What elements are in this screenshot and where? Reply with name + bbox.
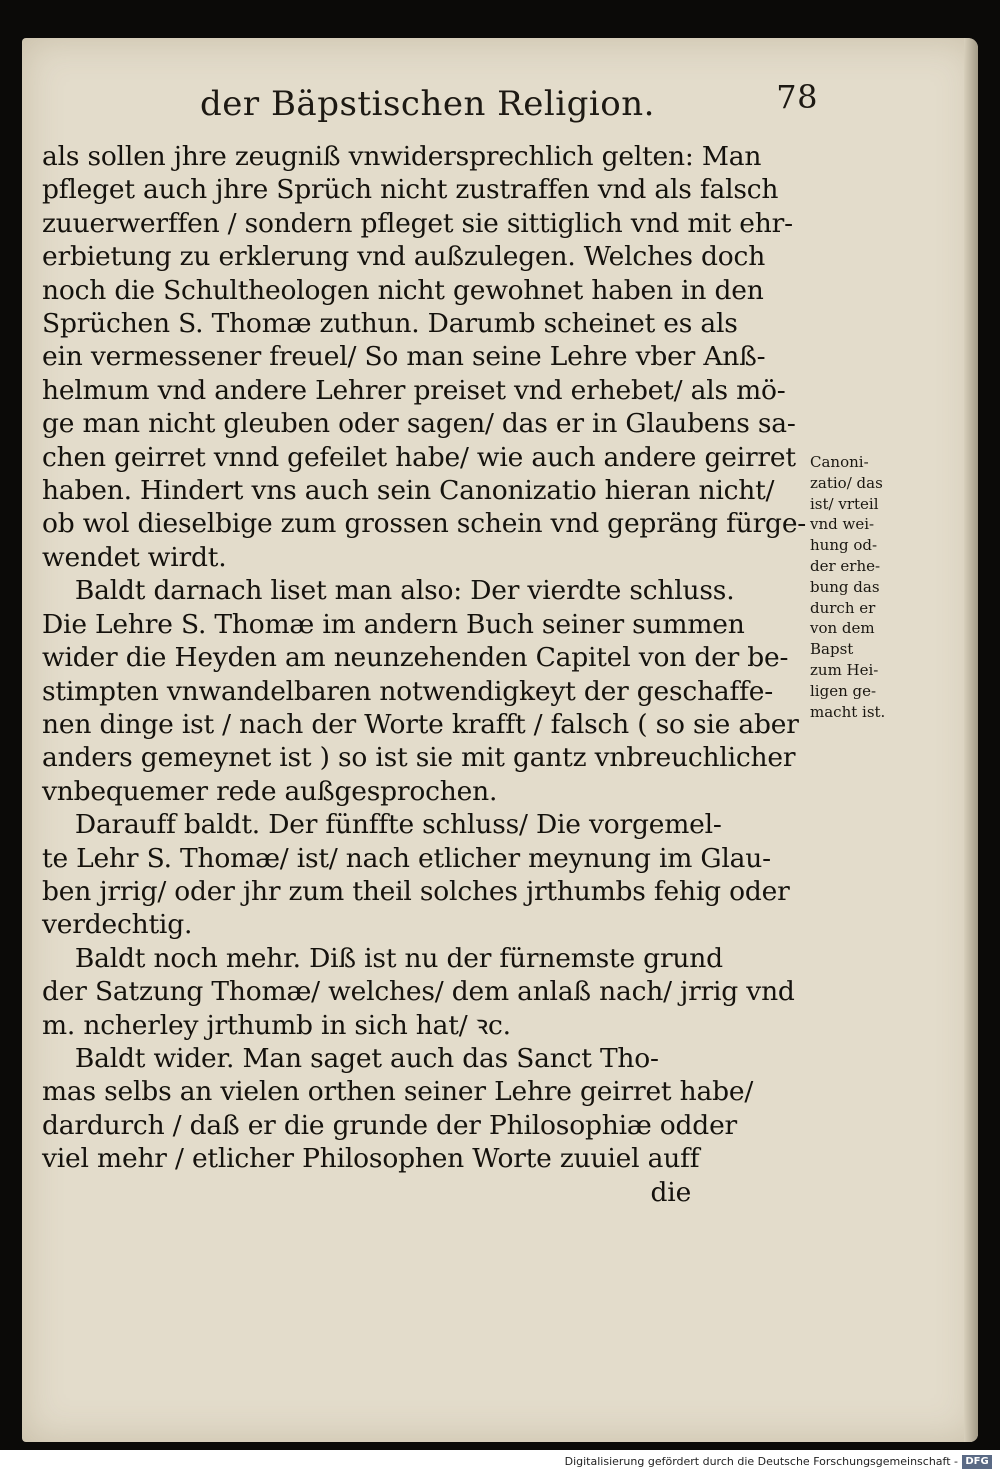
text-line: als sollen jhre zeugniß vnwidersprechlich gelten: Man <box>42 141 762 172</box>
text-line: te Lehr S. Thomæ/ ist/ nach etlicher meynung im Glau- <box>42 842 771 874</box>
funding-credit: Digitalisierung gefördert durch die Deutsche Forschungsgemeinschaft - <box>564 1455 958 1468</box>
text-line: wider die Heyden am neunzehenden Capitel von der be- <box>42 642 789 674</box>
text-line: mas selbs an vielen orthen seiner Lehre geirret habe/ <box>42 1076 754 1108</box>
text-line: chen geirret vnnd gefeilet habe/ wie auch andere geirret <box>42 441 796 473</box>
marginal-line: von dem <box>810 619 875 638</box>
text-line: noch die Schultheologen nicht gewohnet haben in den <box>42 274 764 306</box>
text-line: ben jrrig/ oder jhr zum theil solches jrthumbs fehig oder <box>42 875 790 907</box>
text-line: Sprüchen S. Thomæ zuthun. Darumb scheinet es als <box>42 308 738 340</box>
text-line: Die Lehre S. Thomæ im andern Buch seiner summen <box>42 608 745 640</box>
marginal-line: bung das <box>810 577 880 596</box>
text-line: erbietung zu erklerung vnd außzulegen. Welches doch <box>42 241 766 273</box>
text-line: stimpten vnwandelbaren notwendigkeyt der geschaffe- <box>42 675 773 707</box>
text-line: Baldt wider. Man saget auch das Sanct Tho- <box>42 1042 659 1074</box>
text-line: Darauff baldt. Der fünffte schluss/ Die vorgemel- <box>42 809 722 841</box>
footer-bar <box>0 1450 1000 1474</box>
text-line: der Satzung Thomæ/ welches/ dem anlaß nach/ jrrig vnd <box>42 976 795 1008</box>
marginal-line: ligen ge- <box>810 681 877 700</box>
text-line: anders gemeynet ist ) so ist sie mit gantz vnbreuchlicher <box>42 742 796 774</box>
marginal-line: vnd wei- <box>810 515 875 534</box>
page-edge <box>964 38 978 1442</box>
text-line: ob wol dieselbige zum grossen schein vnd gepräng fürge- <box>42 508 807 540</box>
text-line: Baldt noch mehr. Diß ist nu der fürnemste grund <box>42 942 723 974</box>
marginal-line: macht ist. <box>810 702 886 721</box>
text-line: ein vermessener freuel/ So man seine Lehre vber Anß- <box>42 341 766 373</box>
text-line: m. ncherley jrthumb in sich hat/ ꝛc. <box>42 1009 511 1041</box>
marginal-line: durch er <box>810 598 876 617</box>
marginal-line: Bapst <box>810 640 854 659</box>
text-line: ge man nicht gleuben oder sagen/ das er in Glaubens sa- <box>42 408 796 440</box>
text-line: haben. Hindert vns auch sein Canonizatio hieran nicht/ <box>42 475 775 507</box>
page-number: 78 <box>776 78 818 116</box>
dfg-logo: DFG <box>962 1455 992 1469</box>
main-text-block <box>42 140 822 1209</box>
text-line: helmum vnd andere Lehrer preiset vnd erhebet/ als mö- <box>42 374 786 406</box>
text-line: wendet wirdt. <box>42 541 227 573</box>
page-header <box>200 76 830 136</box>
text-line: viel mehr / etlicher Philosophen Worte zuuiel auff <box>42 1143 700 1175</box>
marginal-line: der erhe- <box>810 556 881 575</box>
marginal-line: zum Hei- <box>810 660 879 679</box>
marginal-note <box>810 452 910 722</box>
text-line: vnbequemer rede außgesprochen. <box>42 775 498 807</box>
text-line: pfleget auch jhre Sprüch nicht zustraffen vnd als falsch <box>42 174 779 206</box>
text-line: die <box>42 1176 692 1208</box>
marginal-line: ist/ vrteil <box>810 494 879 513</box>
marginal-line: Canoni- <box>810 453 869 471</box>
text-line: nen dinge ist / nach der Worte krafft / falsch ( so sie aber <box>42 708 799 740</box>
running-title: der Bäpstischen Religion. <box>200 84 655 124</box>
text-line: dardurch / daß er die grunde der Philosophiæ odder <box>42 1109 738 1141</box>
text-line: zuuerwerffen / sondern pfleget sie sittiglich vnd mit ehr- <box>42 207 793 239</box>
marginal-line: hung od- <box>810 536 878 555</box>
text-line: verdechtig. <box>42 909 193 941</box>
marginal-line: zatio/ das <box>810 473 883 492</box>
text-line: Baldt darnach liset man also: Der vierdte schluss. <box>42 575 735 607</box>
